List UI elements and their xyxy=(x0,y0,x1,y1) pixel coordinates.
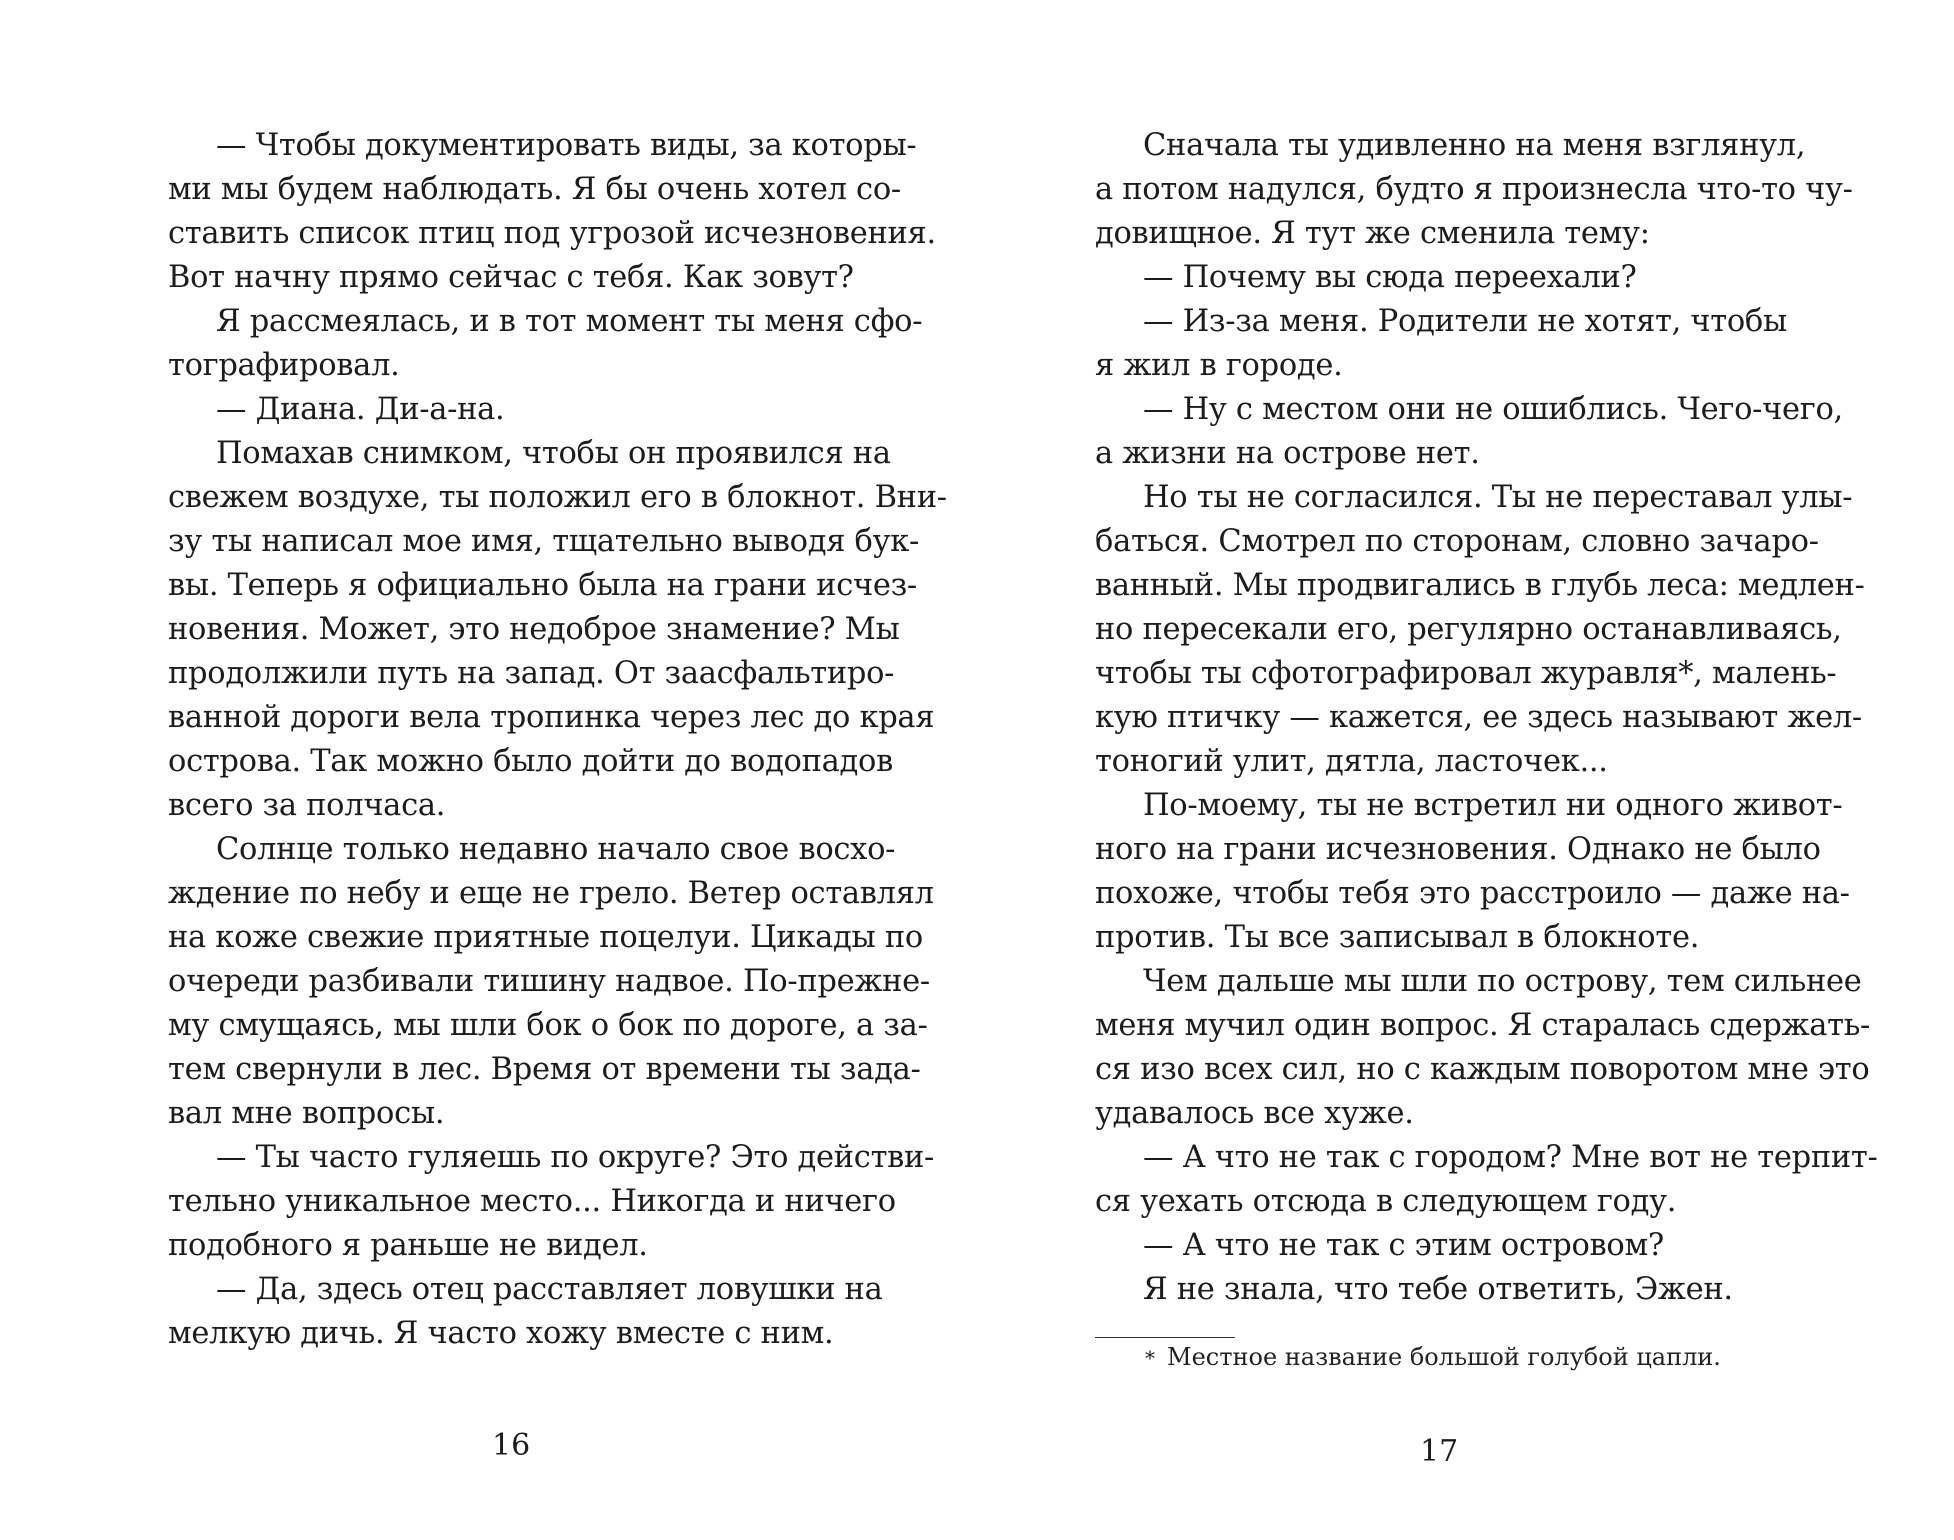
left-page-number: 16 xyxy=(492,1428,531,1463)
text-line: — Из-за меня. Родители не хотят, чтобы xyxy=(1143,304,1787,339)
text-line: но пересекали его, регулярно останавливаясь, xyxy=(1095,612,1842,647)
text-line: ного на грани исчезновения. Однако не было xyxy=(1095,832,1821,867)
right-page-number: 17 xyxy=(1420,1434,1459,1469)
text-line: против. Ты все записывал в блокноте. xyxy=(1095,920,1700,955)
right-page xyxy=(977,0,1954,1540)
text-line: тоногий улит, дятла, ласточек... xyxy=(1095,744,1608,779)
text-line: очереди разбивали тишину надвое. По-прежне- xyxy=(168,964,930,999)
text-line: ванный. Мы продвигались в глубь леса: медлен- xyxy=(1095,568,1865,603)
footnote-text: Местное название большой голубой цапли. xyxy=(1167,1343,1721,1371)
text-line: удавалось все хуже. xyxy=(1095,1096,1414,1131)
text-line: а жизни на острове нет. xyxy=(1095,436,1480,471)
footnote-mark: * xyxy=(1145,1346,1155,1370)
text-line: продолжили путь на запад. От заасфальтиро- xyxy=(168,656,895,691)
text-line: чтобы ты сфотографировал журавля*, малень- xyxy=(1095,656,1837,691)
text-line: Солнце только недавно начало свое восхо- xyxy=(216,832,896,867)
text-line: Я не знала, что тебе ответить, Эжен. xyxy=(1143,1272,1733,1307)
text-line: а потом надулся, будто я произнесла что-то чу- xyxy=(1095,172,1853,207)
text-line: подобного я раньше не видел. xyxy=(168,1228,648,1263)
text-line: Сначала ты удивленно на меня взглянул, xyxy=(1143,128,1806,163)
text-line: всего за полчаса. xyxy=(168,788,446,823)
right-page-text xyxy=(1095,124,1878,1312)
text-line: ми мы будем наблюдать. Я бы очень хотел со- xyxy=(168,172,901,207)
text-line: му смущаясь, мы шли бок о бок по дороге, а за- xyxy=(168,1008,928,1043)
text-line: похоже, чтобы тебя это расстроило — даже на- xyxy=(1095,876,1850,911)
text-line: По-моему, ты не встретил ни одного живот- xyxy=(1143,788,1843,823)
text-line: вал мне вопросы. xyxy=(168,1096,445,1131)
text-line: баться. Смотрел по сторонам, словно зачаро- xyxy=(1095,524,1819,559)
text-line: — Ну с местом они не ошиблись. Чего-чего, xyxy=(1143,392,1843,427)
text-line: мелкую дичь. Я часто хожу вместе с ним. xyxy=(168,1316,834,1351)
text-line: ждение по небу и еще не грело. Ветер оставлял xyxy=(168,876,934,911)
text-line: Я рассмеялась, и в тот момент ты меня сфо- xyxy=(216,304,923,339)
text-line: ставить список птиц под угрозой исчезновения. xyxy=(168,216,936,251)
text-line: тем свернули в лес. Время от времени ты зада- xyxy=(168,1052,921,1087)
text-line: вы. Теперь я официально была на грани исчез- xyxy=(168,568,917,603)
text-line: Но ты не согласился. Ты не переставал улы- xyxy=(1143,480,1853,515)
text-line: довищное. Я тут же сменила тему: xyxy=(1095,216,1650,251)
footnote xyxy=(1145,1340,1721,1375)
text-line: — Ты часто гуляешь по округе? Это действи- xyxy=(216,1140,935,1175)
text-line: ся уехать отсюда в следующем году. xyxy=(1095,1184,1677,1219)
text-line: тографировал. xyxy=(168,348,400,383)
footnote-divider xyxy=(1095,1337,1235,1338)
text-line: зу ты написал мое имя, тщательно выводя бук- xyxy=(168,524,920,559)
text-line: Помахав снимком, чтобы он проявился на xyxy=(216,436,891,471)
text-line: — Чтобы документировать виды, за которы- xyxy=(216,128,917,163)
text-line: — Да, здесь отец расставляет ловушки на xyxy=(216,1272,883,1307)
text-line: — Диана. Ди-а-на. xyxy=(216,392,505,427)
text-line: — А что не так с этим островом? xyxy=(1143,1228,1664,1263)
left-page-text xyxy=(168,124,947,1356)
text-line: тельно уникальное место... Никогда и ничего xyxy=(168,1184,896,1219)
text-line: острова. Так можно было дойти до водопадов xyxy=(168,744,893,779)
text-line: я жил в городе. xyxy=(1095,348,1343,383)
text-line: меня мучил один вопрос. Я старалась сдержать- xyxy=(1095,1008,1871,1043)
text-line: свежем воздухе, ты положил его в блокнот. Вни- xyxy=(168,480,947,515)
text-line: — Почему вы сюда переехали? xyxy=(1143,260,1637,295)
text-line: Чем дальше мы шли по острову, тем сильнее xyxy=(1143,964,1862,999)
text-line: новения. Может, это недоброе знамение? Мы xyxy=(168,612,900,647)
text-line: Вот начну прямо сейчас с тебя. Как зовут? xyxy=(168,260,854,295)
text-line: — А что не так с городом? Мне вот не терпит- xyxy=(1143,1140,1878,1175)
text-line: ванной дороги вела тропинка через лес до края xyxy=(168,700,935,735)
text-line: кую птичку — кажется, ее здесь называют жел- xyxy=(1095,700,1862,735)
text-line: ся изо всех сил, но с каждым поворотом мне это xyxy=(1095,1052,1870,1087)
text-line: на коже свежие приятные поцелуи. Цикады по xyxy=(168,920,923,955)
